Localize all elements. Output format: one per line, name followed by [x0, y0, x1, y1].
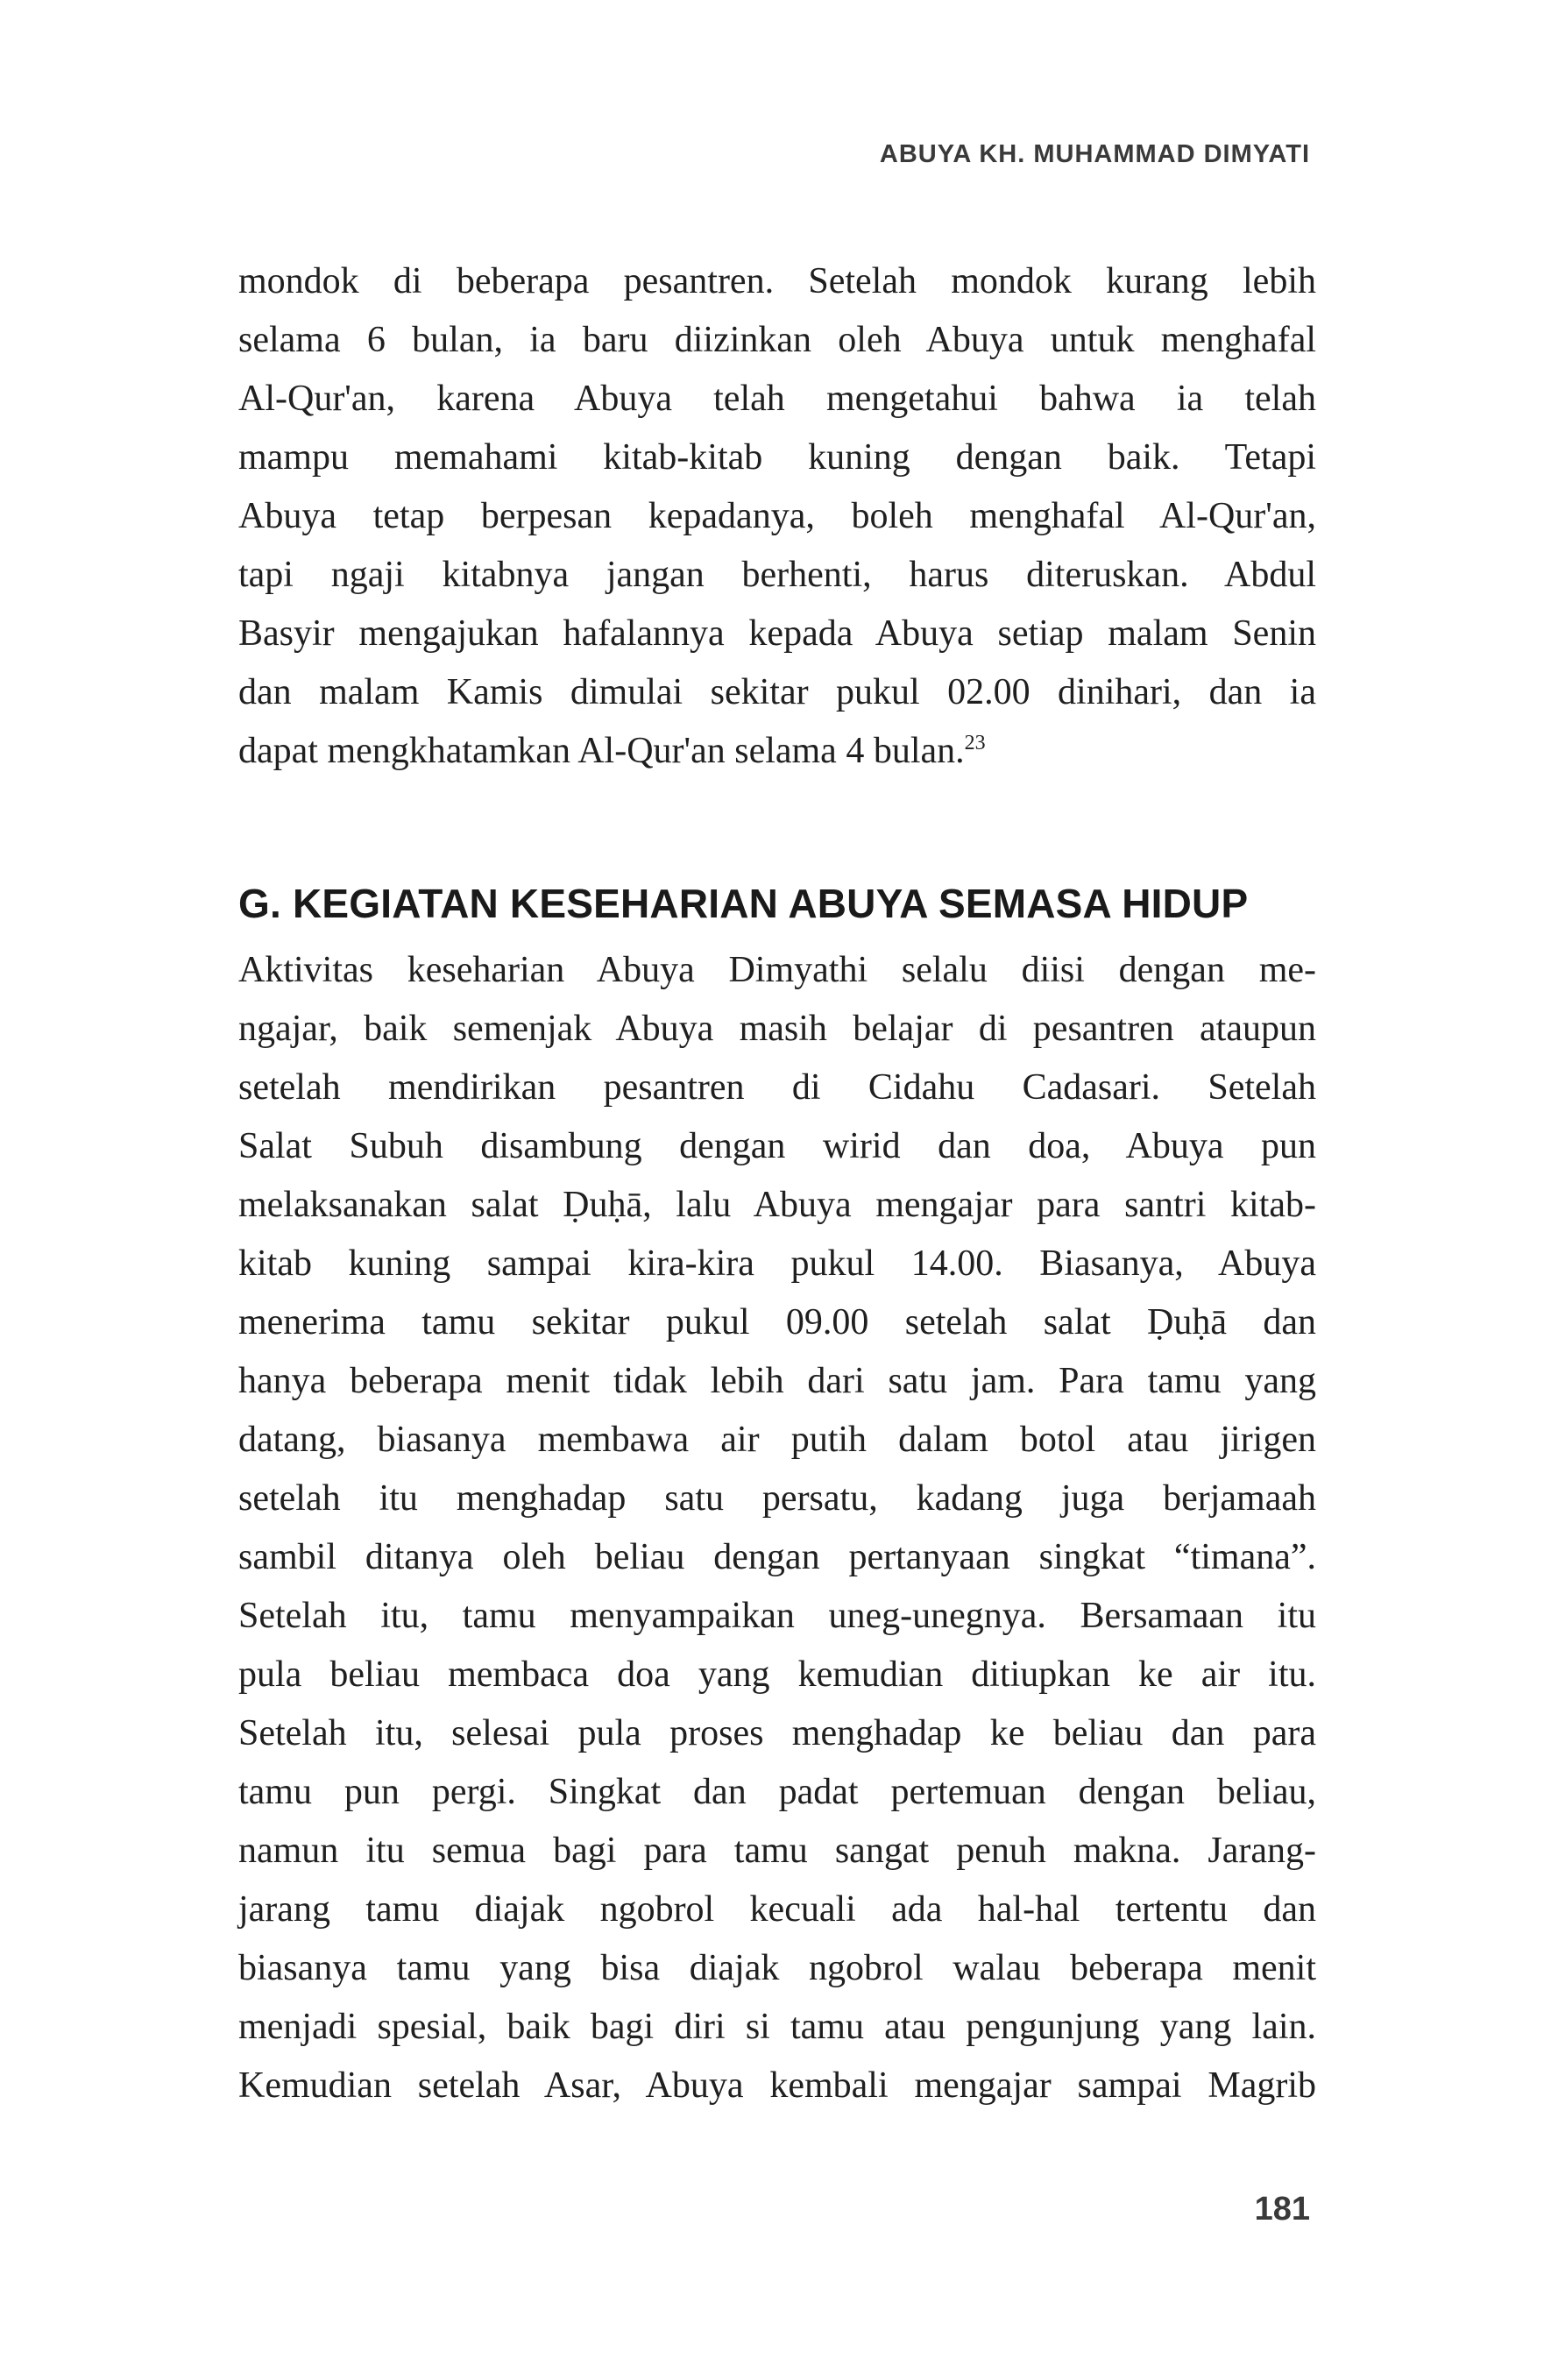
text-line: dan malam Kamis dimulai sekitar pukul 02.00 dinihari, dan ia	[238, 672, 1316, 712]
body-paragraph-1	[238, 252, 1316, 781]
text-line: Salat Subuh disambung dengan wirid dan doa, Abuya pun	[238, 1126, 1316, 1166]
text-line: selama 6 bulan, ia baru diizinkan oleh Abuya untuk menghafal	[238, 320, 1316, 360]
section-heading: G. KEGIATAN KESEHARIAN ABUYA SEMASA HIDUP	[238, 881, 1249, 926]
text-line: Setelah itu, selesai pula proses menghadap ke beliau dan para	[238, 1713, 1316, 1753]
body-paragraph-2	[238, 941, 1316, 2115]
footnote-reference[interactable]: 23	[964, 732, 986, 754]
text-line: jarang tamu diajak ngobrol kecuali ada hal-hal tertentu dan	[238, 1889, 1316, 1930]
text-line: kitab kuning sampai kira-kira pukul 14.00. Biasanya, Abuya	[238, 1243, 1316, 1284]
text-line: sambil ditanya oleh beliau dengan pertanyaan singkat “timana”.	[238, 1537, 1316, 1577]
text-line: menerima tamu sekitar pukul 09.00 setelah salat Ḍuḥā dan	[238, 1302, 1316, 1342]
text-line: melaksanakan salat Ḍuḥā, lalu Abuya mengajar para santri kitab-	[238, 1185, 1316, 1225]
text-line: biasanya tamu yang bisa diajak ngobrol walau beberapa menit	[238, 1948, 1316, 1988]
text-line: namun itu semua bagi para tamu sangat penuh makna. Jarang-	[238, 1831, 1316, 1871]
text-line: tapi ngaji kitabnya jangan berhenti, harus diteruskan. Abdul	[238, 555, 1316, 595]
text-line: Al-Qur'an, karena Abuya telah mengetahui bahwa ia telah	[238, 379, 1316, 419]
text-line: Aktivitas keseharian Abuya Dimyathi selalu diisi dengan me-	[238, 950, 1316, 990]
page-number: 181	[1254, 2191, 1310, 2228]
text-line: setelah itu menghadap satu persatu, kadang juga berjamaah	[238, 1478, 1316, 1519]
text-line: datang, biasanya membawa air putih dalam botol atau jirigen	[238, 1420, 1316, 1460]
running-head-title: ABUYA KH. MUHAMMAD DIMYATI	[879, 140, 1310, 168]
text-line: menjadi spesial, baik bagi diri si tamu atau pengunjung yang lain.	[238, 2007, 1316, 2047]
text-line-content: dapat mengkhatamkan Al-Qur'an selama 4 bulan.	[238, 731, 965, 771]
text-line: Setelah itu, tamu menyampaikan uneg-unegnya. Bersamaan itu	[238, 1596, 1316, 1636]
text-line: mondok di beberapa pesantren. Setelah mondok kurang lebih	[238, 261, 1316, 301]
text-line: ngajar, baik semenjak Abuya masih belajar di pesantren ataupun	[238, 1009, 1316, 1049]
text-line: tamu pun pergi. Singkat dan padat pertemuan dengan beliau,	[238, 1772, 1316, 1812]
text-line: mampu memahami kitab-kitab kuning dengan baik. Tetapi	[238, 437, 1316, 478]
text-line: Abuya tetap berpesan kepadanya, boleh menghafal Al-Qur'an,	[238, 496, 1316, 536]
text-line: hanya beberapa menit tidak lebih dari satu jam. Para tamu yang	[238, 1361, 1316, 1401]
text-line-last	[238, 722, 1316, 781]
text-line: Kemudian setelah Asar, Abuya kembali mengajar sampai Magrib	[238, 2065, 1316, 2106]
text-line: pula beliau membaca doa yang kemudian ditiupkan ke air itu.	[238, 1654, 1316, 1695]
text-line: Basyir mengajukan hafalannya kepada Abuya setiap malam Senin	[238, 613, 1316, 654]
text-line: setelah mendirikan pesantren di Cidahu Cadasari. Setelah	[238, 1067, 1316, 1108]
